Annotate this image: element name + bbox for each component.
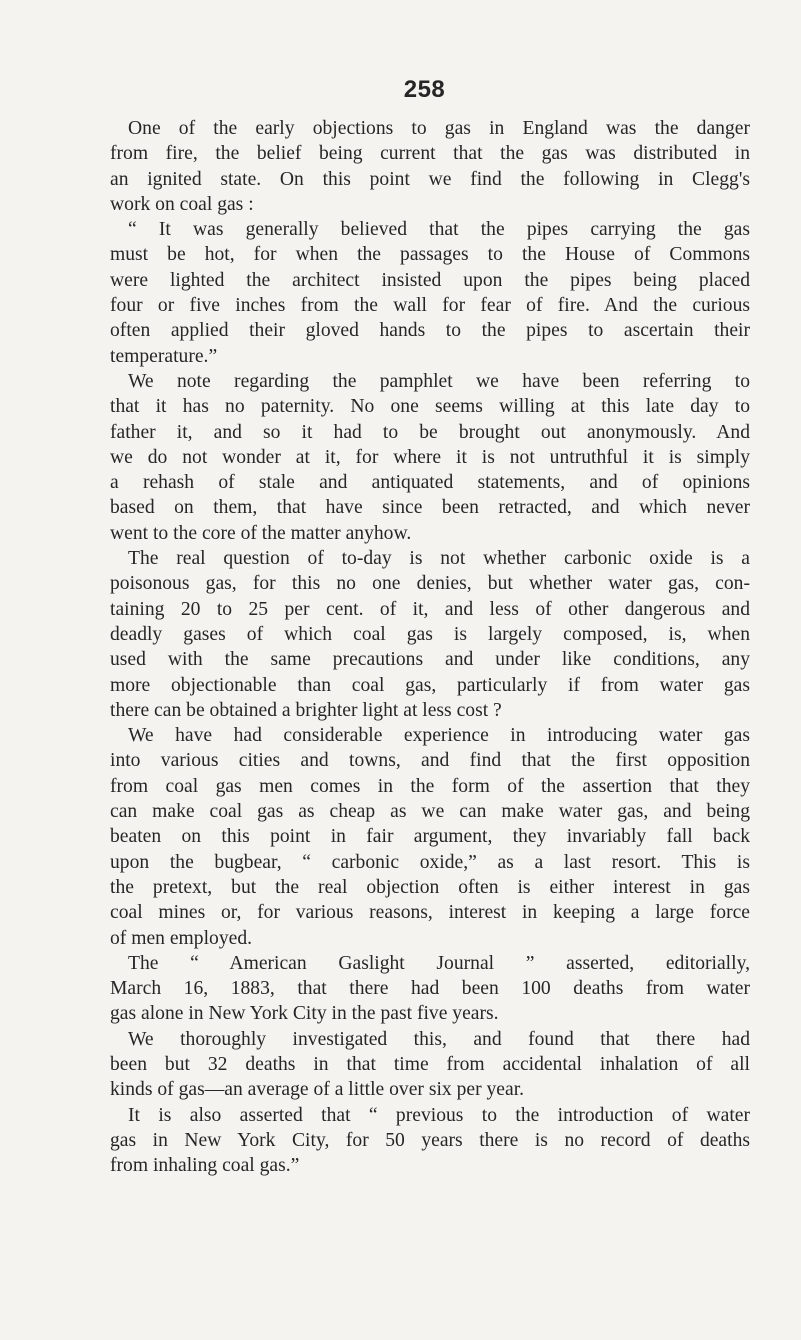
text-line: an ignited state. On this point we find the following in Clegg's bbox=[110, 168, 750, 190]
text-line: the pretext, but the real objection often is either interest in gas bbox=[110, 876, 750, 898]
text-line: The real question of to-day is not whether carbonic oxide is a bbox=[128, 548, 750, 570]
text-line: taining 20 to 25 per cent. of it, and less of other dangerous and bbox=[110, 598, 750, 620]
text-line: upon the bugbear, “ carbonic oxide,” as a last resort. This is bbox=[110, 851, 750, 873]
page-number: 258 bbox=[403, 76, 446, 103]
text-line: went to the core of the matter anyhow. bbox=[110, 522, 412, 544]
text-line: We thoroughly investigated this, and found that there had bbox=[128, 1028, 750, 1050]
body-text bbox=[110, 116, 750, 1178]
text-line: into various cities and towns, and find that the first opposition bbox=[110, 750, 750, 772]
text-line: “ It was generally believed that the pipes carrying the gas bbox=[128, 219, 750, 241]
text-line: from fire, the belief being current that the gas was distributed in bbox=[110, 143, 750, 165]
text-line: work on coal gas : bbox=[110, 193, 254, 215]
text-line: been but 32 deaths in that time from accidental inhalation of all bbox=[110, 1053, 750, 1075]
text-line: must be hot, for when the passages to the House of Commons bbox=[110, 244, 750, 266]
text-line: beaten on this point in fair argument, they invariably fall back bbox=[110, 826, 750, 848]
text-line: from coal gas men comes in the form of the assertion that they bbox=[110, 775, 750, 797]
text-line: The “ American Gaslight Journal ” asserted, editorially, bbox=[128, 952, 750, 974]
text-line: temperature.” bbox=[110, 345, 218, 367]
text-line: March 16, 1883, that there had been 100 deaths from water bbox=[110, 978, 750, 1000]
text-line: coal mines or, for various reasons, interest in keeping a large force bbox=[110, 902, 750, 924]
text-line: were lighted the architect insisted upon the pipes being placed bbox=[110, 269, 750, 291]
text-line: four or five inches from the wall for fear of fire. And the curious bbox=[110, 295, 750, 317]
text-line: deadly gases of which coal gas is largely composed, is, when bbox=[110, 623, 750, 645]
text-line: often applied their gloved hands to the pipes to ascertain their bbox=[110, 320, 750, 342]
text-line: of men employed. bbox=[110, 927, 253, 949]
text-line: gas in New York City, for 50 years there is no record of deaths bbox=[110, 1129, 750, 1151]
text-line: there can be obtained a brighter light at less cost ? bbox=[110, 699, 502, 721]
text-line: poisonous gas, for this no one denies, but whether water gas, con- bbox=[110, 573, 750, 595]
text-line: a rehash of stale and antiquated statements, and of opinions bbox=[110, 472, 750, 494]
text-line: One of the early objections to gas in England was the danger bbox=[128, 118, 750, 139]
text-line: we do not wonder at it, for where it is not untruthful it is simply bbox=[110, 446, 750, 468]
text-line: can make coal gas as cheap as we can make water gas, and being bbox=[110, 801, 750, 823]
text-line: We have had considerable experience in introducing water gas bbox=[128, 725, 750, 747]
text-line: kinds of gas—an average of a little over six per year. bbox=[110, 1079, 525, 1101]
text-line: more objectionable than coal gas, particularly if from water gas bbox=[110, 674, 750, 696]
text-line: based on them, that have since been retracted, and which never bbox=[110, 497, 750, 519]
text-line: It is also asserted that “ previous to the introduction of water bbox=[128, 1104, 750, 1126]
text-line: We note regarding the pamphlet we have been referring to bbox=[128, 370, 750, 392]
text-line: gas alone in New York City in the past five years. bbox=[110, 1003, 499, 1025]
text-line: from inhaling coal gas.” bbox=[110, 1155, 300, 1177]
text-line: that it has no paternity. No one seems willing at this late day to bbox=[110, 396, 750, 418]
text-line: used with the same precautions and under like conditions, any bbox=[110, 649, 750, 671]
text-line: father it, and so it had to be brought out anonymously. And bbox=[110, 421, 750, 443]
